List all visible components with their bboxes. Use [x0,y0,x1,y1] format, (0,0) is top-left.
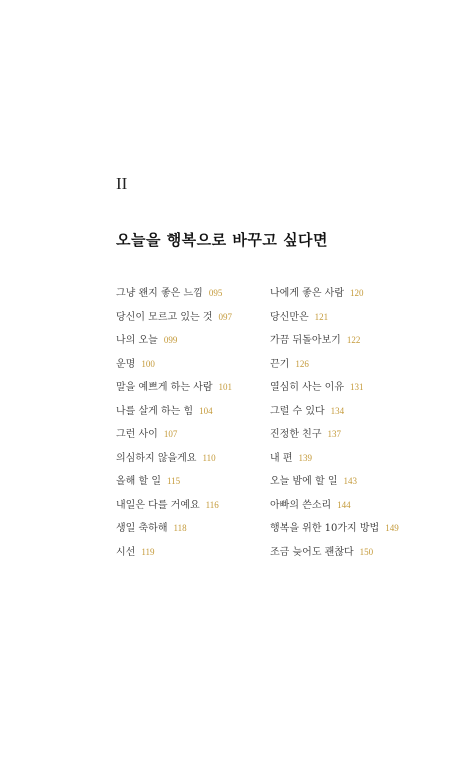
toc-entry-title: 그럴 수 있다 [270,405,325,417]
toc-entry-title: 그런 사이 [116,429,158,440]
toc-entry[interactable] [116,310,232,334]
toc-entry[interactable] [116,545,232,569]
toc-entry[interactable] [116,427,232,451]
toc-entry[interactable] [116,357,232,381]
toc-entry-title: 나에게 좋은 사람 [270,288,344,299]
toc-entry-title: 진정한 친구 [270,429,322,440]
toc-entry-page: 121 [314,311,329,322]
toc-entry-page: 134 [330,405,345,416]
toc-entry-title: 의심하지 않을게요 [116,452,197,464]
toc-entry[interactable] [116,404,232,428]
toc-entry[interactable] [270,521,399,545]
toc-entry-title: 운명 [116,358,136,370]
toc-entry-page: 116 [205,499,219,510]
toc-entry-page: 139 [298,452,312,463]
toc-entry-page: 110 [202,452,216,463]
toc-column-left [116,286,232,568]
toc-entry-title: 가끔 뒤돌아보기 [270,335,341,346]
toc-entry-title: 열심히 사는 이유 [270,382,344,393]
toc-entry-title: 시선 [116,546,136,558]
toc-entry-title: 내 편 [270,452,293,464]
toc-entry-title: 생일 축하해 [116,523,168,534]
toc-entry[interactable] [270,427,399,451]
toc-entry-page: 107 [163,429,178,439]
toc-entry[interactable] [270,474,399,498]
toc-entry-page: 118 [173,523,187,533]
toc-entry-title: 나를 살게 하는 힘 [116,405,194,417]
toc-entry-title: 그냥 왠지 좋은 느낌 [116,288,203,299]
toc-entry-page: 126 [295,358,309,369]
toc-entry[interactable] [270,451,399,475]
toc-entry-page: 137 [327,429,341,439]
toc-entry-page: 101 [218,382,232,392]
part-title: 오늘을 행복으로 바꾸고 싶다면 [116,231,329,249]
toc-entry[interactable] [270,380,399,404]
toc-entry-title: 내일은 다를 거예요 [116,499,200,511]
toc-entry-page: 143 [343,476,357,486]
toc-entry[interactable] [270,286,399,310]
toc-entry[interactable] [116,451,232,475]
toc-column-right [270,286,399,568]
toc-entry-title: 당신만은 [270,311,309,323]
toc-entry-title: 끈기 [270,358,290,370]
toc-entry-page: 149 [385,523,399,533]
toc-entry[interactable] [270,357,399,381]
toc-entry-title: 말을 예쁘게 하는 사람 [116,382,213,393]
toc-entry-title: 당신이 모르고 있는 것 [116,311,213,323]
toc-entry-title: 행복을 위한 10가지 방법 [270,523,380,534]
toc-entry[interactable] [270,545,399,569]
toc-entry[interactable] [116,286,232,310]
toc-entry[interactable] [116,333,232,357]
toc-entry[interactable] [270,498,399,522]
toc-entry-title: 조금 늦어도 괜찮다 [270,546,354,558]
toc-entry-page: 097 [218,311,232,322]
toc-entry-title: 올해 할 일 [116,476,161,487]
toc-entry-title: 오늘 밤에 할 일 [270,476,338,487]
toc-entry-page: 104 [199,405,213,416]
toc-entry[interactable] [116,498,232,522]
toc-entry-page: 120 [349,288,364,298]
toc-entry-title: 아빠의 쓴소리 [270,499,332,511]
toc-entry-page: 144 [337,499,351,510]
toc-entry[interactable] [116,521,232,545]
toc-entry-title: 나의 오늘 [116,335,158,346]
toc-entry-page: 119 [141,546,155,557]
toc-entry[interactable] [270,333,399,357]
toc-entry-page: 095 [208,288,223,298]
toc-entry-page: 150 [359,546,374,557]
toc-entry[interactable] [116,474,232,498]
toc-entry-page: 115 [167,476,181,486]
toc-entry[interactable] [270,404,399,428]
toc-entry-page: 100 [141,358,155,369]
part-number: II [116,174,128,193]
toc-entry-page: 131 [349,382,364,392]
toc-entry[interactable] [116,380,232,404]
toc-entry-page: 122 [346,335,361,345]
toc-entry-page: 099 [163,335,178,345]
toc-entry[interactable] [270,310,399,334]
